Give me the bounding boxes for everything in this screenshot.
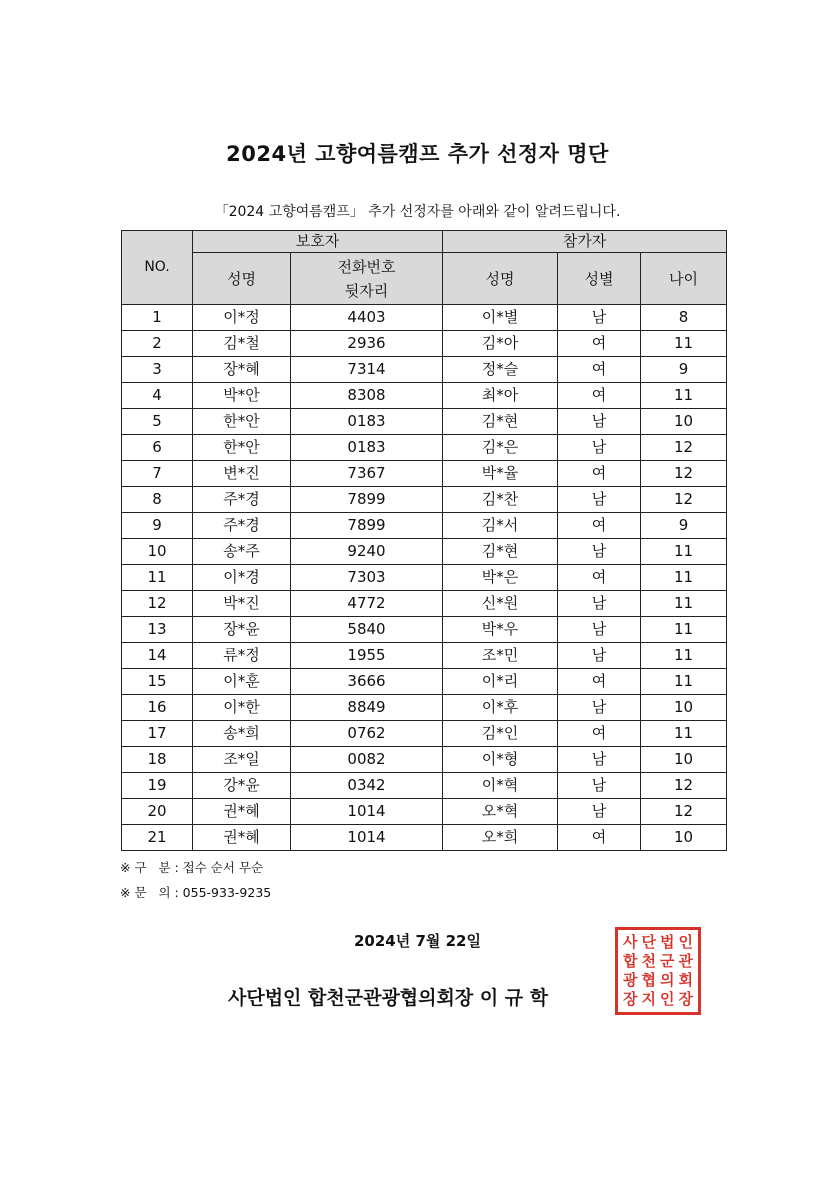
participant-name-cell: 김*아: [443, 331, 558, 357]
gender-cell: 여: [558, 565, 641, 591]
age-cell: 8: [641, 305, 727, 331]
header-phone-line1: 전화번호: [337, 257, 396, 276]
row-number-cell: 15: [122, 669, 193, 695]
age-cell: 11: [641, 331, 727, 357]
row-number-cell: 16: [122, 695, 193, 721]
age-cell: 9: [641, 357, 727, 383]
seal-glyph: 지: [641, 990, 656, 1008]
participant-name-cell: 이*별: [443, 305, 558, 331]
table-row: [122, 825, 727, 851]
table-row: [122, 591, 727, 617]
row-number-cell: 9: [122, 513, 193, 539]
gender-cell: 남: [558, 539, 641, 565]
phone-digits-cell: 5840: [291, 617, 443, 643]
guardian-name-cell: 한*안: [193, 435, 291, 461]
guardian-name-cell: 장*혜: [193, 357, 291, 383]
gender-cell: 여: [558, 669, 641, 695]
gender-cell: 여: [558, 331, 641, 357]
age-cell: 12: [641, 461, 727, 487]
table-row: [122, 539, 727, 565]
table-row: [122, 513, 727, 539]
row-number-cell: 18: [122, 747, 193, 773]
phone-digits-cell: 0082: [291, 747, 443, 773]
seal-glyph: 천: [641, 952, 656, 970]
phone-digits-cell: 7899: [291, 513, 443, 539]
table-row: [122, 461, 727, 487]
guardian-name-cell: 이*경: [193, 565, 291, 591]
table-row: [122, 435, 727, 461]
table-row: [122, 799, 727, 825]
table-row: [122, 565, 727, 591]
header-age: 나이: [641, 253, 727, 305]
age-cell: 11: [641, 565, 727, 591]
participant-name-cell: 김*찬: [443, 487, 558, 513]
guardian-name-cell: 류*정: [193, 643, 291, 669]
guardian-name-cell: 이*훈: [193, 669, 291, 695]
gender-cell: 남: [558, 305, 641, 331]
seal-glyph: 인: [678, 933, 693, 951]
seal-glyph: 군: [660, 952, 675, 970]
guardian-name-cell: 김*철: [193, 331, 291, 357]
row-number-cell: 14: [122, 643, 193, 669]
phone-digits-cell: 1955: [291, 643, 443, 669]
row-number-cell: 4: [122, 383, 193, 409]
header-participant-group: 참가자: [443, 231, 727, 253]
seal-glyph: 단: [641, 933, 656, 951]
guardian-name-cell: 한*안: [193, 409, 291, 435]
guardian-name-cell: 송*주: [193, 539, 291, 565]
issue-date: 2024년 7월 22일: [354, 932, 481, 950]
age-cell: 11: [641, 617, 727, 643]
gender-cell: 여: [558, 825, 641, 851]
age-cell: 11: [641, 643, 727, 669]
participant-name-cell: 김*인: [443, 721, 558, 747]
phone-digits-cell: 7314: [291, 357, 443, 383]
gender-cell: 여: [558, 721, 641, 747]
age-cell: 10: [641, 747, 727, 773]
table-row: [122, 669, 727, 695]
official-seal-stamp: [615, 927, 701, 1015]
roster-table-body: [122, 305, 727, 851]
seal-glyph: 의: [660, 971, 675, 989]
participant-name-cell: 김*서: [443, 513, 558, 539]
guardian-name-cell: 주*경: [193, 487, 291, 513]
row-number-cell: 11: [122, 565, 193, 591]
participant-name-cell: 조*민: [443, 643, 558, 669]
table-row: [122, 773, 727, 799]
table-row: [122, 357, 727, 383]
phone-digits-cell: 8308: [291, 383, 443, 409]
phone-digits-cell: 9240: [291, 539, 443, 565]
table-row: [122, 617, 727, 643]
seal-glyph: 회: [678, 971, 693, 989]
participant-name-cell: 오*희: [443, 825, 558, 851]
seal-glyph: 인: [660, 990, 675, 1008]
table-row: [122, 695, 727, 721]
gender-cell: 남: [558, 617, 641, 643]
gender-cell: 여: [558, 383, 641, 409]
gender-cell: 남: [558, 747, 641, 773]
row-number-cell: 20: [122, 799, 193, 825]
seal-glyph: 사: [623, 933, 638, 951]
phone-digits-cell: 2936: [291, 331, 443, 357]
row-number-cell: 17: [122, 721, 193, 747]
gender-cell: 남: [558, 435, 641, 461]
age-cell: 11: [641, 383, 727, 409]
age-cell: 11: [641, 721, 727, 747]
seal-glyph: 합: [623, 952, 638, 970]
row-number-cell: 2: [122, 331, 193, 357]
phone-digits-cell: 1014: [291, 799, 443, 825]
row-number-cell: 5: [122, 409, 193, 435]
participant-name-cell: 박*율: [443, 461, 558, 487]
age-cell: 10: [641, 409, 727, 435]
row-number-cell: 19: [122, 773, 193, 799]
participant-name-cell: 이*혁: [443, 773, 558, 799]
table-row: [122, 747, 727, 773]
age-cell: 12: [641, 773, 727, 799]
selection-roster-table: [121, 230, 727, 851]
participant-name-cell: 박*우: [443, 617, 558, 643]
guardian-name-cell: 박*안: [193, 383, 291, 409]
phone-digits-cell: 4772: [291, 591, 443, 617]
participant-name-cell: 김*현: [443, 539, 558, 565]
phone-digits-cell: 8849: [291, 695, 443, 721]
age-cell: 11: [641, 669, 727, 695]
seal-glyph: 협: [641, 971, 656, 989]
guardian-name-cell: 강*윤: [193, 773, 291, 799]
phone-digits-cell: 7367: [291, 461, 443, 487]
gender-cell: 남: [558, 695, 641, 721]
gender-cell: 남: [558, 643, 641, 669]
participant-name-cell: 이*후: [443, 695, 558, 721]
row-number-cell: 10: [122, 539, 193, 565]
document-title: 2024년 고향여름캠프 추가 선정자 명단: [226, 142, 609, 166]
age-cell: 12: [641, 799, 727, 825]
table-row: [122, 409, 727, 435]
row-number-cell: 3: [122, 357, 193, 383]
phone-digits-cell: 0342: [291, 773, 443, 799]
table-row: [122, 305, 727, 331]
header-guardian-group: 보호자: [193, 231, 443, 253]
participant-name-cell: 최*아: [443, 383, 558, 409]
participant-name-cell: 이*형: [443, 747, 558, 773]
seal-glyph: 장: [678, 990, 693, 1008]
participant-name-cell: 김*현: [443, 409, 558, 435]
note-category: ※ 구 분 : 접수 순서 무순: [120, 860, 264, 875]
phone-digits-cell: 0762: [291, 721, 443, 747]
header-phone-line2: 뒷자리: [344, 281, 389, 300]
header-gender: 성별: [558, 253, 641, 305]
guardian-name-cell: 권*혜: [193, 799, 291, 825]
age-cell: 12: [641, 435, 727, 461]
phone-digits-cell: 3666: [291, 669, 443, 695]
row-number-cell: 13: [122, 617, 193, 643]
document-subtitle: 「2024 고향여름캠프」 추가 선정자를 아래와 같이 알려드립니다.: [214, 204, 621, 220]
phone-digits-cell: 0183: [291, 435, 443, 461]
gender-cell: 여: [558, 513, 641, 539]
participant-name-cell: 오*혁: [443, 799, 558, 825]
row-number-cell: 12: [122, 591, 193, 617]
guardian-name-cell: 이*정: [193, 305, 291, 331]
row-number-cell: 6: [122, 435, 193, 461]
age-cell: 10: [641, 825, 727, 851]
table-row: [122, 487, 727, 513]
seal-glyph: 광: [623, 971, 638, 989]
phone-digits-cell: 4403: [291, 305, 443, 331]
phone-digits-cell: 7899: [291, 487, 443, 513]
header-participant-name: 성명: [443, 253, 558, 305]
guardian-name-cell: 변*진: [193, 461, 291, 487]
guardian-name-cell: 조*일: [193, 747, 291, 773]
row-number-cell: 21: [122, 825, 193, 851]
gender-cell: 남: [558, 487, 641, 513]
note-inquiry: ※ 문 의 : 055-933-9235: [120, 885, 272, 900]
age-cell: 11: [641, 591, 727, 617]
seal-glyph: 관: [678, 952, 693, 970]
guardian-name-cell: 권*혜: [193, 825, 291, 851]
phone-digits-cell: 0183: [291, 409, 443, 435]
seal-glyph: 장: [623, 990, 638, 1008]
row-number-cell: 7: [122, 461, 193, 487]
participant-name-cell: 이*리: [443, 669, 558, 695]
seal-glyph: 법: [660, 933, 675, 951]
phone-digits-cell: 7303: [291, 565, 443, 591]
header-phone-last-digits: [291, 253, 443, 305]
age-cell: 9: [641, 513, 727, 539]
age-cell: 10: [641, 695, 727, 721]
roster-table-header: [122, 231, 727, 305]
guardian-name-cell: 장*윤: [193, 617, 291, 643]
phone-digits-cell: 1014: [291, 825, 443, 851]
participant-name-cell: 신*원: [443, 591, 558, 617]
signature-line: 사단법인 합천군관광협의회장 이 규 학: [228, 987, 549, 1009]
guardian-name-cell: 이*한: [193, 695, 291, 721]
notes-section: [120, 855, 271, 905]
header-no: NO.: [122, 231, 193, 305]
participant-name-cell: 김*은: [443, 435, 558, 461]
table-row: [122, 383, 727, 409]
participant-name-cell: 정*슬: [443, 357, 558, 383]
table-row: [122, 643, 727, 669]
guardian-name-cell: 송*희: [193, 721, 291, 747]
row-number-cell: 8: [122, 487, 193, 513]
row-number-cell: 1: [122, 305, 193, 331]
gender-cell: 남: [558, 591, 641, 617]
gender-cell: 남: [558, 799, 641, 825]
age-cell: 11: [641, 539, 727, 565]
participant-name-cell: 박*은: [443, 565, 558, 591]
gender-cell: 여: [558, 461, 641, 487]
guardian-name-cell: 주*경: [193, 513, 291, 539]
gender-cell: 남: [558, 773, 641, 799]
gender-cell: 여: [558, 357, 641, 383]
table-row: [122, 721, 727, 747]
table-row: [122, 331, 727, 357]
guardian-name-cell: 박*진: [193, 591, 291, 617]
header-guardian-name: 성명: [193, 253, 291, 305]
gender-cell: 남: [558, 409, 641, 435]
age-cell: 12: [641, 487, 727, 513]
